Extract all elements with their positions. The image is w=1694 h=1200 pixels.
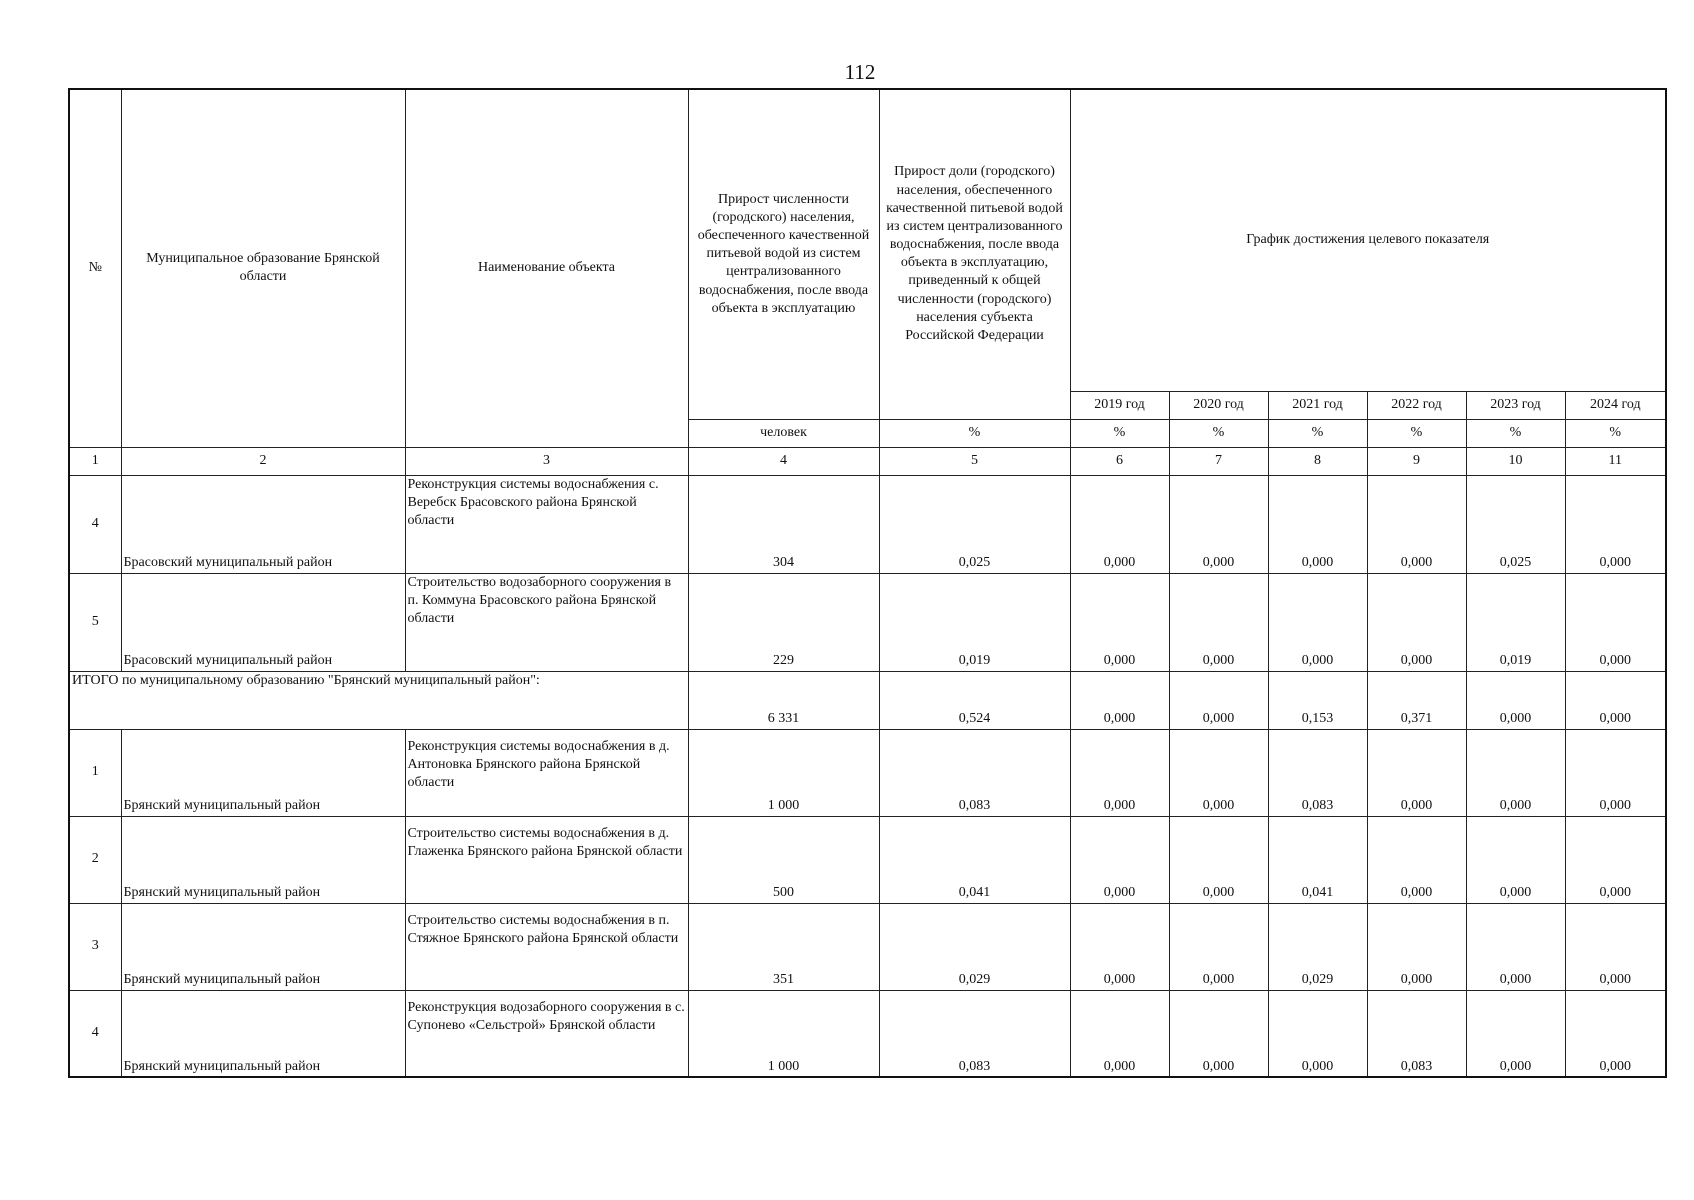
row-year-value: 0,025 xyxy=(1466,475,1565,573)
total-year-value: 0,153 xyxy=(1268,671,1367,729)
table-row xyxy=(69,475,1666,573)
row-year-value: 0,000 xyxy=(1466,903,1565,990)
row-year-value: 0,000 xyxy=(1070,816,1169,903)
column-number: 7 xyxy=(1169,447,1268,475)
row-num: 3 xyxy=(69,903,121,990)
column-number: 1 xyxy=(69,447,121,475)
unit-cell: % xyxy=(1367,419,1466,447)
row-object: Реконструкция системы водоснабжения в д. Антоновка Брянского района Брянской области xyxy=(405,729,688,816)
row-year-value: 0,019 xyxy=(1466,573,1565,671)
row-num: 2 xyxy=(69,816,121,903)
row-year-value: 0,000 xyxy=(1367,475,1466,573)
total-people: 6 331 xyxy=(688,671,879,729)
total-year-value: 0,000 xyxy=(1169,671,1268,729)
row-year-value: 0,000 xyxy=(1268,475,1367,573)
row-year-value: 0,000 xyxy=(1466,990,1565,1077)
row-people: 351 xyxy=(688,903,879,990)
row-year-value: 0,000 xyxy=(1169,903,1268,990)
unit-cell: % xyxy=(1268,419,1367,447)
row-year-value: 0,000 xyxy=(1169,573,1268,671)
row-object: Строительство системы водоснабжения в д. Глаженка Брянского района Брянской области xyxy=(405,816,688,903)
row-municipality: Брянский муниципальный район xyxy=(121,990,405,1077)
column-number: 3 xyxy=(405,447,688,475)
column-number: 5 xyxy=(879,447,1070,475)
total-year-value: 0,000 xyxy=(1070,671,1169,729)
header-year: 2024 год xyxy=(1565,391,1666,419)
row-year-value: 0,000 xyxy=(1070,573,1169,671)
row-share: 0,029 xyxy=(879,903,1070,990)
column-number: 6 xyxy=(1070,447,1169,475)
row-year-value: 0,000 xyxy=(1268,573,1367,671)
row-share: 0,083 xyxy=(879,729,1070,816)
row-share: 0,083 xyxy=(879,990,1070,1077)
row-year-value: 0,083 xyxy=(1367,990,1466,1077)
row-year-value: 0,000 xyxy=(1070,903,1169,990)
total-row xyxy=(69,671,1666,729)
row-share: 0,041 xyxy=(879,816,1070,903)
column-number: 11 xyxy=(1565,447,1666,475)
row-year-value: 0,000 xyxy=(1466,816,1565,903)
row-year-value: 0,000 xyxy=(1565,729,1666,816)
row-municipality: Брасовский муниципальный район xyxy=(121,475,405,573)
row-num: 4 xyxy=(69,990,121,1077)
row-people: 229 xyxy=(688,573,879,671)
unit-cell: % xyxy=(1466,419,1565,447)
row-object: Строительство водозаборного сооружения в п. Коммуна Брасовского района Брянской области xyxy=(405,573,688,671)
header-growth-share: Прирост доли (городского) населения, обеспеченного качественной питьевой водой из систем централизованного водоснабжения, после ввода объекта в эксплуатацию, приведенный к общей численности (городского) населения субъекта Российской Федерации xyxy=(879,89,1070,419)
header-year: 2019 год xyxy=(1070,391,1169,419)
row-year-value: 0,000 xyxy=(1565,573,1666,671)
header-growth-population: Прирост численности (городского) населения, обеспеченного качественной питьевой водой из систем централизованного водоснабжения, после ввода объекта в эксплуатацию xyxy=(688,89,879,419)
row-year-value: 0,000 xyxy=(1367,903,1466,990)
header-object: Наименование объекта xyxy=(405,89,688,447)
row-share: 0,019 xyxy=(879,573,1070,671)
row-object: Реконструкция водозаборного сооружения в с. Супонево «Сельстрой» Брянской области xyxy=(405,990,688,1077)
unit-cell: % xyxy=(879,419,1070,447)
row-municipality: Брасовский муниципальный район xyxy=(121,573,405,671)
row-year-value: 0,000 xyxy=(1070,475,1169,573)
row-year-value: 0,000 xyxy=(1070,729,1169,816)
row-num: 1 xyxy=(69,729,121,816)
header-year: 2023 год xyxy=(1466,391,1565,419)
unit-cell: человек xyxy=(688,419,879,447)
unit-cell: % xyxy=(1169,419,1268,447)
row-year-value: 0,083 xyxy=(1268,729,1367,816)
row-year-value: 0,000 xyxy=(1565,475,1666,573)
target-indicator-table xyxy=(68,88,1667,1078)
total-year-value: 0,000 xyxy=(1466,671,1565,729)
row-num: 4 xyxy=(69,475,121,573)
row-year-value: 0,000 xyxy=(1169,475,1268,573)
header-municipality: Муниципальное образование Брянской области xyxy=(121,89,405,447)
row-municipality: Брянский муниципальный район xyxy=(121,816,405,903)
row-year-value: 0,000 xyxy=(1169,729,1268,816)
column-number: 4 xyxy=(688,447,879,475)
table-row xyxy=(69,729,1666,816)
header-year: 2022 год xyxy=(1367,391,1466,419)
row-object: Строительство системы водоснабжения в п. Стяжное Брянского района Брянской области xyxy=(405,903,688,990)
column-number: 8 xyxy=(1268,447,1367,475)
row-year-value: 0,000 xyxy=(1367,573,1466,671)
row-year-value: 0,000 xyxy=(1565,903,1666,990)
row-year-value: 0,000 xyxy=(1268,990,1367,1077)
row-share: 0,025 xyxy=(879,475,1070,573)
table-row xyxy=(69,990,1666,1077)
header-year: 2021 год xyxy=(1268,391,1367,419)
row-year-value: 0,041 xyxy=(1268,816,1367,903)
row-people: 1 000 xyxy=(688,729,879,816)
row-year-value: 0,000 xyxy=(1565,816,1666,903)
row-people: 1 000 xyxy=(688,990,879,1077)
row-year-value: 0,000 xyxy=(1565,990,1666,1077)
row-year-value: 0,000 xyxy=(1466,729,1565,816)
row-object: Реконструкция системы водоснабжения с. Веребск Брасовского района Брянской области xyxy=(405,475,688,573)
unit-cell: % xyxy=(1070,419,1169,447)
total-year-value: 0,371 xyxy=(1367,671,1466,729)
column-number: 9 xyxy=(1367,447,1466,475)
row-year-value: 0,000 xyxy=(1367,816,1466,903)
row-year-value: 0,000 xyxy=(1070,990,1169,1077)
header-schedule: График достижения целевого показателя xyxy=(1070,89,1666,391)
row-year-value: 0,000 xyxy=(1169,990,1268,1077)
total-share: 0,524 xyxy=(879,671,1070,729)
page-number: 112 xyxy=(844,60,876,84)
table-row xyxy=(69,573,1666,671)
row-year-value: 0,000 xyxy=(1169,816,1268,903)
unit-cell: % xyxy=(1565,419,1666,447)
table-row xyxy=(69,816,1666,903)
row-people: 304 xyxy=(688,475,879,573)
row-municipality: Брянский муниципальный район xyxy=(121,903,405,990)
row-municipality: Брянский муниципальный район xyxy=(121,729,405,816)
column-number: 2 xyxy=(121,447,405,475)
row-year-value: 0,000 xyxy=(1367,729,1466,816)
column-number: 10 xyxy=(1466,447,1565,475)
total-label: ИТОГО по муниципальному образованию "Брянский муниципальный район": xyxy=(69,671,688,729)
row-year-value: 0,029 xyxy=(1268,903,1367,990)
table-row xyxy=(69,903,1666,990)
column-numbers-row xyxy=(69,447,1666,475)
header-year: 2020 год xyxy=(1169,391,1268,419)
row-num: 5 xyxy=(69,573,121,671)
row-people: 500 xyxy=(688,816,879,903)
header-num: № xyxy=(69,89,121,447)
total-year-value: 0,000 xyxy=(1565,671,1666,729)
